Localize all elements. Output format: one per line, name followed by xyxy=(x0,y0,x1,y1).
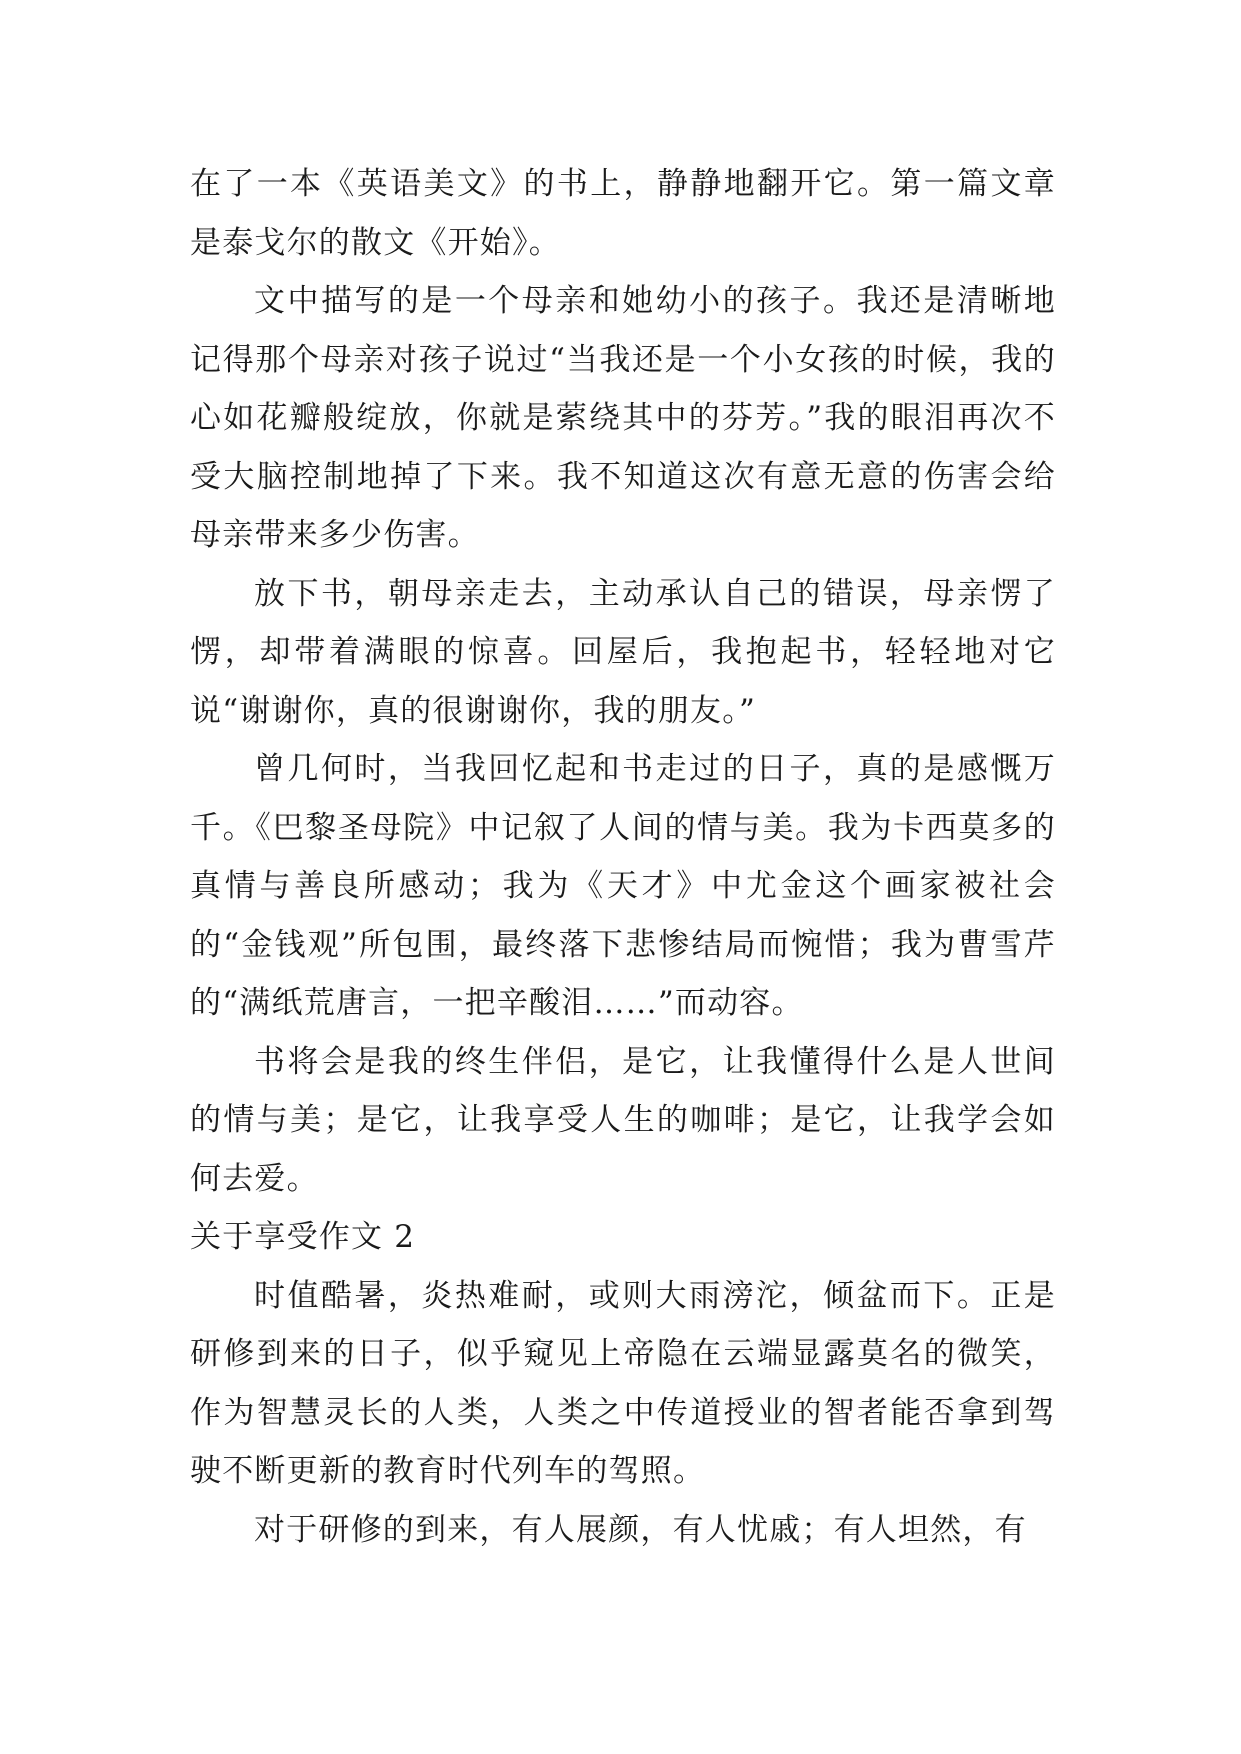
document-page xyxy=(190,155,1056,1559)
paragraph: 时值酷暑，炎热难耐，或则大雨滂沱，倾盆而下。正是研修到来的日子，似乎窥见上帝隐在云端显露莫名的微笑，作为智慧灵长的人类，人类之中传道授业的智者能否拿到驾驶不断更新的教育时代列车的驾照。 xyxy=(190,1277,1056,1489)
paragraph: 放下书，朝母亲走去，主动承认自己的错误，母亲愣了愣，却带着满眼的惊喜。回屋后，我抱起书，轻轻地对它说“谢谢你，真的很谢谢你，我的朋友。” xyxy=(190,575,1056,729)
paragraph: 文中描写的是一个母亲和她幼小的孩子。我还是清晰地记得那个母亲对孩子说过“当我还是一个小女孩的时候，我的心如花瓣般绽放，你就是萦绕其中的芬芳。”我的眼泪再次不受大脑控制地掉了下来。我不知道这次有意无意的伤害会给母亲带来多少伤害。 xyxy=(190,283,1056,553)
section-title: 关于享受作文 2 xyxy=(190,1219,416,1255)
paragraph: 曾几何时，当我回忆起和书走过的日子，真的是感慨万千。《巴黎圣母院》中记叙了人间的情与美。我为卡西莫多的真情与善良所感动；我为《天才》中尤金这个画家被社会的“金钱观”所包围，最终落下悲惨结局而惋惜；我为曹雪芹的“满纸荒唐言，一把辛酸泪……”而动容。 xyxy=(190,751,1056,1021)
paragraph: 在了一本《英语美文》的书上，静静地翻开它。第一篇文章是泰戈尔的散文《开始》。 xyxy=(190,166,1056,261)
paragraph: 书将会是我的终生伴侣，是它，让我懂得什么是人世间的情与美；是它，让我享受人生的咖啡；是它，让我学会如何去爱。 xyxy=(190,1043,1056,1197)
paragraph: 对于研修的到来，有人展颜，有人忧戚；有人坦然，有 xyxy=(254,1511,1027,1548)
